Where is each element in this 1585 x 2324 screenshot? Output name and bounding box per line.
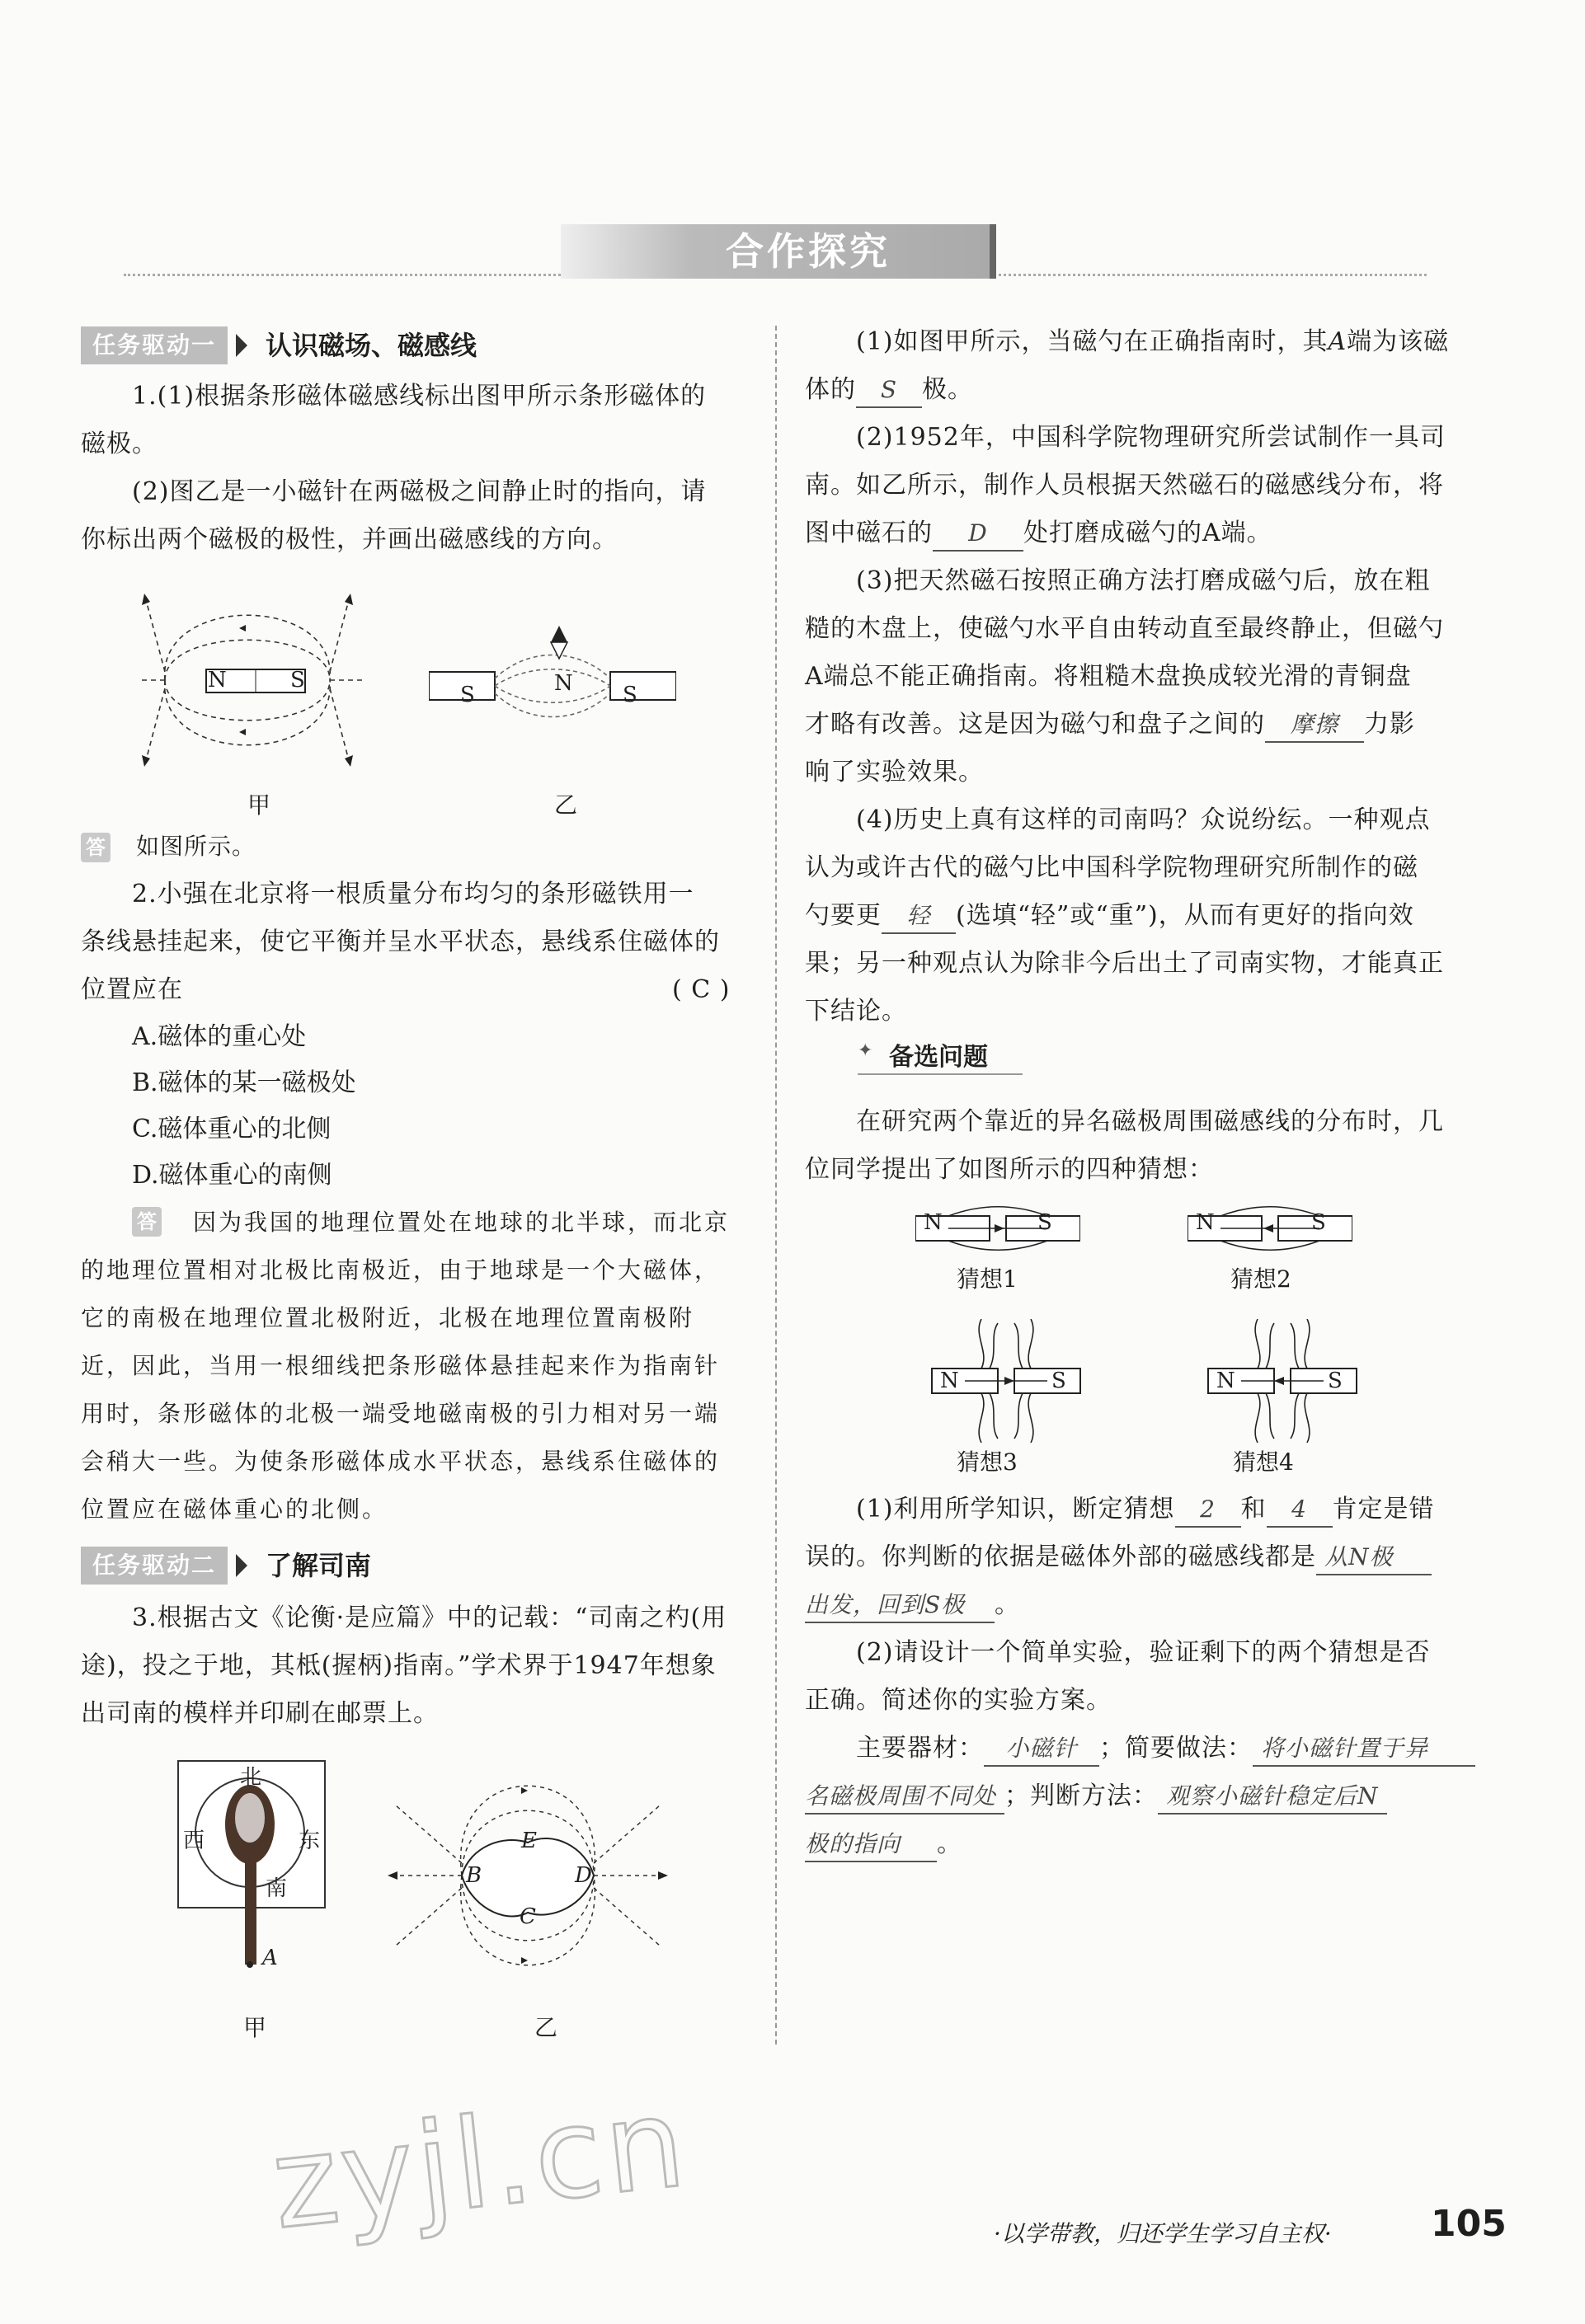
column-divider bbox=[775, 326, 777, 2045]
r-q1-1 bbox=[856, 1486, 1435, 1533]
task2-fig-b-caption: 乙 bbox=[534, 2014, 558, 2041]
q2-line2: 条线悬挂起来，使它平衡并呈水平状态，悬线系住磁体的 bbox=[81, 927, 720, 956]
watermark: zyjl.cn bbox=[266, 2071, 694, 2257]
footer-motto: ·以学带教，归还学生学习自主权· bbox=[994, 2220, 1332, 2247]
fig-a-caption: 甲 bbox=[247, 791, 271, 819]
r-p1-a-text: (1)如图甲所示，当磁勺在正确指南时，其 bbox=[856, 327, 1329, 356]
task2-tag: 任务驱动二 bbox=[81, 1547, 228, 1585]
r-p3-4 bbox=[805, 701, 1415, 749]
task1-tag-arrow bbox=[236, 334, 247, 357]
q2-exp-1: 的地理位置相对北极比南极近，由于地球是一个大磁体， bbox=[81, 1256, 721, 1284]
answer-mark: 答 bbox=[81, 833, 111, 862]
answer-mark-2: 答 bbox=[132, 1207, 162, 1237]
q1-line2: 磁极。 bbox=[81, 430, 158, 458]
header-bar bbox=[990, 224, 996, 279]
compass-south: 南 bbox=[266, 1876, 288, 1901]
guess-1-n: N bbox=[924, 1210, 943, 1235]
r-p4-1: (4)历史上真有这样的司南吗？众说纷纭。一种观点 bbox=[856, 805, 1431, 834]
lodestone-e: E bbox=[521, 1829, 537, 1853]
guess-4-n: N bbox=[1216, 1369, 1235, 1393]
guess-3-label: 猜想3 bbox=[957, 1448, 1018, 1476]
r-p1-answer: S bbox=[856, 373, 922, 408]
fig-b-right-pole: S bbox=[623, 683, 637, 707]
guess-3-s: S bbox=[1051, 1369, 1066, 1393]
backup-underline bbox=[858, 1073, 1023, 1075]
r-p3-5: 响了实验效果。 bbox=[805, 758, 984, 786]
r-p2-2: 南。如乙所示，制作人员根据天然磁石的磁感线分布，将 bbox=[805, 471, 1444, 500]
q2-exp-5: 会稍大一些。为使条形磁体成水平状态，悬线系住磁体的 bbox=[81, 1448, 721, 1475]
q3-line3: 出司南的模样并印刷在邮票上。 bbox=[81, 1699, 439, 1728]
r-q2-4 bbox=[805, 1772, 1387, 1820]
q3-line1: 3.根据古文《论衡·是应篇》中的记载：“司南之杓(用 bbox=[132, 1603, 727, 1632]
q1-line1: 1.(1)根据条形磁体磁感线标出图甲所示条形磁体的 bbox=[132, 382, 707, 411]
r-p1-b-pre: 体的 bbox=[805, 375, 856, 404]
r-q2-4-mid: ；判断方法： bbox=[1004, 1782, 1159, 1810]
r-p2-3 bbox=[805, 509, 1272, 557]
r-p3-4-post: 力影 bbox=[1364, 710, 1415, 739]
lodestone-d: D bbox=[575, 1863, 592, 1888]
fig-b-needle-label: N bbox=[554, 671, 573, 696]
r-q2-5-post: 。 bbox=[937, 1829, 962, 1858]
r-q2-3-answer: 小磁针 bbox=[984, 1732, 1099, 1767]
r-p1-a-var: A bbox=[1328, 327, 1347, 356]
r-q2-4-answer-2: 观察小磁针稳定后N bbox=[1158, 1780, 1387, 1815]
r-p2-3-post: 处打磨成磁勺的A端。 bbox=[1023, 519, 1272, 547]
r-q1-post: 肯定是错 bbox=[1332, 1495, 1435, 1524]
compass-a: A bbox=[262, 1946, 278, 1970]
r-q1-answer-1: 2 bbox=[1175, 1493, 1241, 1528]
r-b1: 在研究两个靠近的异名磁极周围磁感线的分布时，几 bbox=[856, 1107, 1444, 1136]
task1-tag: 任务驱动一 bbox=[81, 326, 228, 364]
r-q1-answer-2: 4 bbox=[1267, 1493, 1333, 1528]
r-p3-3: A端总不能正确指南。将粗糙木盘换成较光滑的青铜盘 bbox=[805, 662, 1412, 691]
q2-answer: ( C ) bbox=[672, 975, 731, 1004]
task2-title: 了解司南 bbox=[266, 1550, 372, 1581]
r-q1-mid: 和 bbox=[1240, 1495, 1267, 1524]
fig-a-n-label: N bbox=[208, 668, 227, 693]
r-p2-1: (2)1952年，中国科学院物理研究所尝试制作一具司 bbox=[856, 423, 1446, 452]
r-p4-3-post: (选填“轻”或“重”)，从而有更好的指向效 bbox=[956, 901, 1414, 930]
r-p4-answer: 轻 bbox=[882, 899, 956, 934]
r-p3-1: (3)把天然磁石按照正确方法打磨成磁勺后，放在粗 bbox=[856, 566, 1431, 595]
r-p4-4: 果；另一种观点认为除非今后出土了司南实物，才能真正 bbox=[805, 949, 1444, 978]
r-q1-2-answer: 从N极 bbox=[1316, 1541, 1432, 1575]
q2-exp-6: 位置应在磁体重心的北侧。 bbox=[81, 1495, 388, 1523]
r-q2-1: (2)请设计一个简单实验，验证剩下的两个猜想是否 bbox=[856, 1638, 1431, 1667]
q2-exp-2: 它的南极在地理位置北极附近，北极在地理位置南极附 bbox=[81, 1304, 695, 1331]
r-b2: 位同学提出了如图所示的四种猜想： bbox=[805, 1155, 1214, 1184]
r-q2-3 bbox=[856, 1725, 1475, 1772]
r-q2-3-mid: ；简要做法： bbox=[1099, 1734, 1253, 1763]
q2-exp-3: 近，因此，当用一根细线把条形磁体悬挂起来作为指南针 bbox=[81, 1352, 721, 1379]
r-q1-3 bbox=[805, 1581, 1020, 1629]
q1-line3: (2)图乙是一小磁针在两磁极之间静止时的指向，请 bbox=[132, 477, 707, 506]
r-p4-3-pre: 勺要更 bbox=[805, 901, 882, 930]
task2-fig-a-caption: 甲 bbox=[243, 2014, 267, 2041]
guess-2-s: S bbox=[1311, 1210, 1326, 1235]
fig-b-left-pole: S bbox=[460, 683, 475, 707]
r-p4-5: 下结论。 bbox=[805, 997, 907, 1026]
backup-star-icon: ✦ bbox=[858, 1040, 873, 1061]
option-b: B.磁体的某一磁极处 bbox=[132, 1068, 356, 1097]
option-a: A.磁体的重心处 bbox=[132, 1022, 307, 1051]
r-p4-3 bbox=[805, 892, 1414, 940]
header-title: 合作探究 bbox=[726, 229, 891, 274]
q2-exp-0: 因为我国的地理位置处在地球的北半球，而北京 bbox=[193, 1209, 731, 1236]
lodestone-field bbox=[379, 1756, 676, 1995]
r-q1-2-pre: 误的。你判断的依据是磁体外部的磁感线都是 bbox=[805, 1542, 1316, 1571]
r-p2-answer: D bbox=[933, 517, 1023, 552]
fig-a-s-label: S bbox=[290, 668, 305, 693]
page-number: 105 bbox=[1431, 2203, 1507, 2245]
r-q2-5 bbox=[805, 1820, 962, 1868]
guess-2-n: N bbox=[1196, 1210, 1215, 1235]
guess-2-label: 猜想2 bbox=[1230, 1265, 1291, 1293]
r-p3-2: 糙的木盘上，使磁勺水平自由转动直至最终静止，但磁勺 bbox=[805, 614, 1444, 643]
r-p1-b bbox=[805, 366, 973, 414]
r-p1-a-end: 端为该磁 bbox=[1347, 327, 1450, 356]
r-q1-pre: (1)利用所学知识，断定猜想 bbox=[856, 1495, 1175, 1524]
guess-4-label: 猜想4 bbox=[1233, 1448, 1294, 1476]
lodestone-b: B bbox=[466, 1863, 482, 1888]
guess-4-s: S bbox=[1328, 1369, 1343, 1393]
q2-line3: 位置应在 bbox=[81, 975, 183, 1004]
guess-1-s: S bbox=[1037, 1210, 1052, 1235]
compass-west: 西 bbox=[183, 1829, 205, 1853]
q2-exp-4: 用时，条形磁体的北极一端受地磁南极的引力相对另一端 bbox=[81, 1400, 721, 1427]
fig-b-caption: 乙 bbox=[554, 791, 578, 819]
backup-title: 备选问题 bbox=[889, 1043, 988, 1072]
guess-1-label: 猜想1 bbox=[957, 1265, 1018, 1293]
compass-north: 北 bbox=[240, 1765, 262, 1790]
r-p2-3-pre: 图中磁石的 bbox=[805, 519, 933, 547]
compass-east: 东 bbox=[299, 1829, 321, 1853]
r-p3-answer: 摩擦 bbox=[1265, 708, 1364, 743]
task1-title: 认识磁场、磁感线 bbox=[266, 330, 477, 361]
r-q1-3-answer: 出发，回到S极 bbox=[805, 1589, 995, 1623]
q1-answer: 如图所示。 bbox=[136, 833, 256, 860]
q3-line2: 途)，投之于地，其柢(握柄)指南。”学术界于1947年想象 bbox=[81, 1651, 717, 1680]
r-q1-3-post: 。 bbox=[995, 1590, 1020, 1619]
lodestone-c: C bbox=[520, 1904, 536, 1929]
option-d: D.磁体重心的南侧 bbox=[132, 1161, 332, 1190]
r-q2-4-answer: 名磁极周围不同处 bbox=[805, 1780, 1004, 1815]
compass-spoon bbox=[177, 1760, 322, 1974]
r-q2-2: 正确。简述你的实验方案。 bbox=[805, 1686, 1112, 1715]
r-p4-2: 认为或许古代的磁勺比中国科学院物理研究所制作的磁 bbox=[805, 853, 1418, 882]
r-q1-2 bbox=[805, 1533, 1432, 1581]
r-q2-3-pre: 主要器材： bbox=[856, 1734, 984, 1763]
r-p1-a bbox=[856, 318, 1449, 366]
guess-3-n: N bbox=[940, 1369, 959, 1393]
figure-bar-magnet bbox=[140, 577, 371, 783]
r-q2-3-answer-2: 将小磁针置于异 bbox=[1253, 1732, 1475, 1767]
option-c: C.磁体重心的北侧 bbox=[132, 1115, 332, 1143]
r-q2-5-answer: 极的指向 bbox=[805, 1828, 937, 1862]
r-p1-b-post: 极。 bbox=[922, 375, 973, 404]
q2-line1: 2.小强在北京将一根质量分布均匀的条形磁铁用一 bbox=[132, 880, 694, 908]
q1-line4: 你标出两个磁极的极性，并画出磁感线的方向。 bbox=[81, 525, 618, 554]
task2-tag-arrow bbox=[236, 1554, 247, 1577]
r-p3-4-pre: 才略有改善。这是因为磁勺和盘子之间的 bbox=[805, 710, 1265, 739]
